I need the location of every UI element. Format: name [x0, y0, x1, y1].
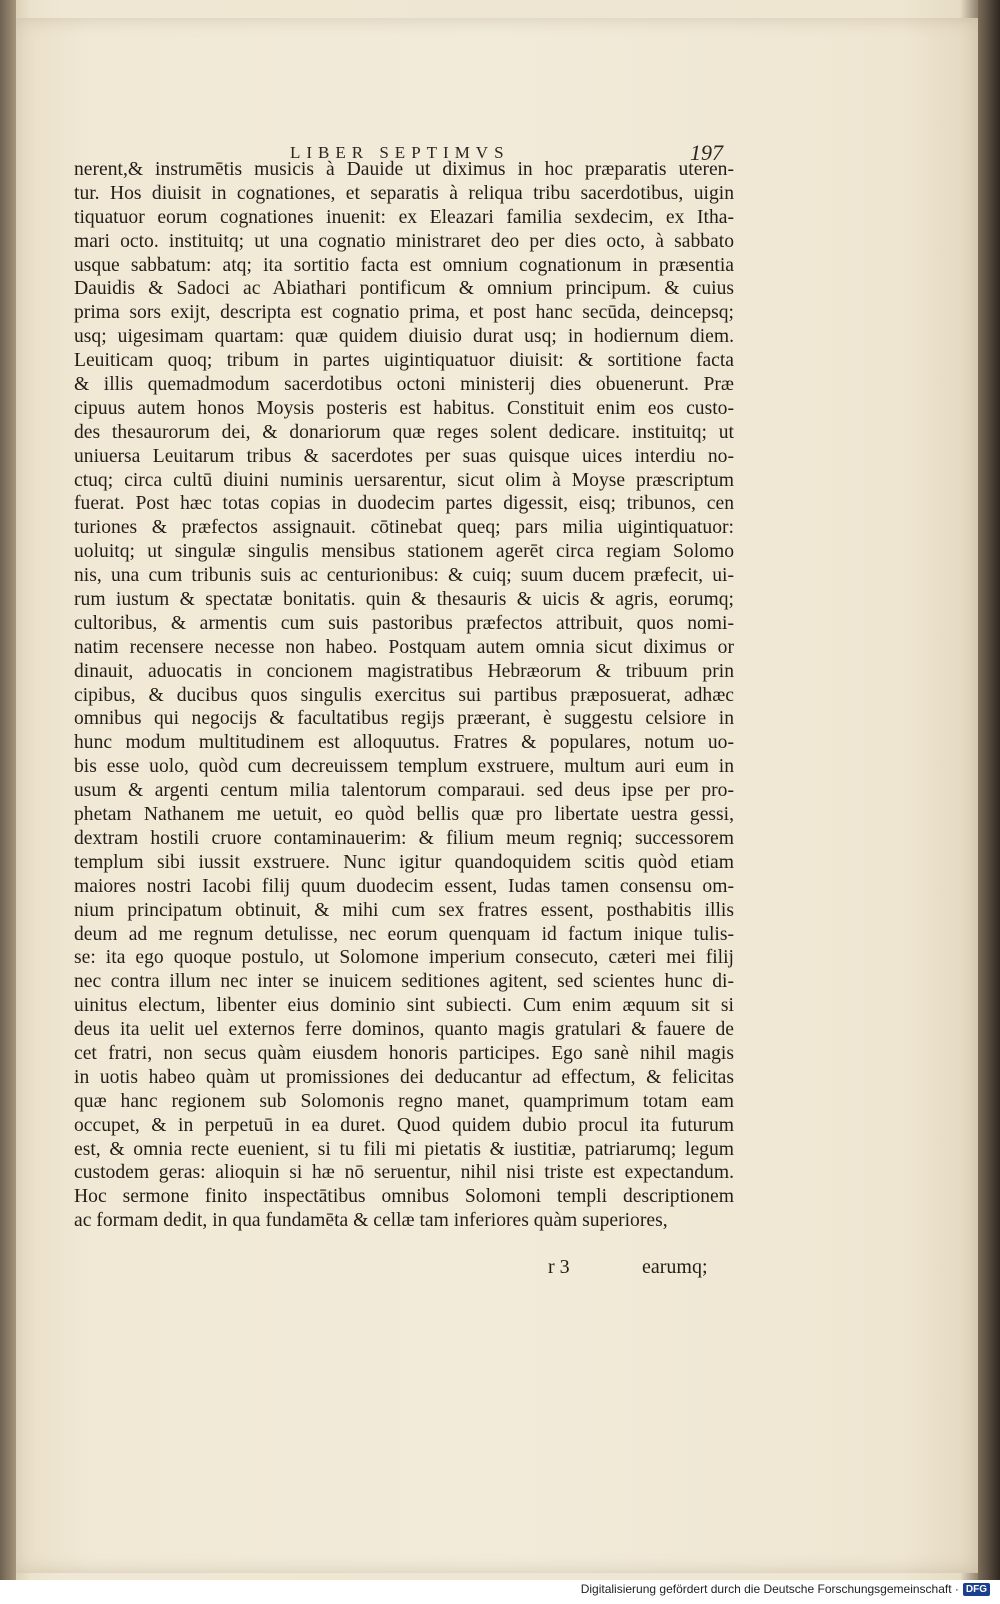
text-line: bis esse uolo, quòd cum decreuissem templum exstruere, multum auri eum in — [74, 756, 734, 778]
text-line: Dauidis & Sadoci ac Abiathari pontificum & omnium principum. & cuius — [74, 278, 734, 300]
text-line: usque sabbatum: atq; ita sortitio facta est omnium cognationum in præsentia — [74, 254, 734, 276]
text-line: & illis quemadmodum sacerdotibus octoni ministerij dies obuenerunt. Præ — [74, 374, 734, 396]
text-line: des thesaurorum dei, & donariorum quæ reges solent dedicare. instituitq; ut — [74, 421, 734, 443]
body-text — [74, 158, 734, 1233]
footer-credit: Digitalisierung gefördert durch die Deutsche Forschungsgemeinschaft · — [580, 1582, 959, 1596]
text-line: turiones & præfectos assignauit. cōtinebat queq; pars milia uigintiquatuor: — [74, 517, 734, 539]
text-line: quæ hanc regionem sub Solomonis regno manet, quamprimum totam eam — [74, 1090, 734, 1112]
text-line: hunc modum multitudinem est alloquutus. Fratres & populares, notum uo- — [74, 732, 734, 754]
text-line: cipibus, & ducibus quos singulis exercitus sui partibus præposuerat, adhæc — [74, 684, 734, 706]
text-line: dinauit, aduocatis in concionem magistratibus Hebræorum & tribuum prin — [74, 660, 734, 682]
catchword: earumq; — [642, 1256, 708, 1278]
text-line: dextram hostili cruore contaminauerim: & filium meum regniq; successorem — [74, 827, 734, 849]
dfg-logo: DFG — [963, 1583, 990, 1596]
book-binding-left — [0, 0, 16, 1580]
text-line: Leuiticam quoq; tribum in partes uigintiquatuor diuisit: & sortitione facta — [74, 350, 734, 372]
text-line: natim recensere necesse non habeo. Postquam autem omnia sicut diximus or — [74, 636, 734, 658]
text-line: ac formam dedit, in qua fundamēta & cellæ tam inferiores quàm superiores, — [74, 1210, 668, 1232]
text-line: uoluitq; ut singulæ singulis mensibus stationem agerēt circa regiam Solomo — [74, 541, 734, 563]
text-line: deum ad me regnum detulisse, nec eorum quenquam id factum inique tulis- — [74, 923, 734, 945]
text-line: nium principatum obtinuit, & mihi cum sex fratres essent, posthabitis illis — [74, 899, 734, 921]
text-line: tur. Hos diuisit in cognationes, et separatis à reliqua tribu sacerdotibus, uigin — [74, 182, 734, 204]
text-line: nis, una cum tribunis suis ac centurionibus: & cuiq; suum ducem præfecit, ui- — [74, 565, 734, 587]
text-line: cultoribus, & armentis cum suis pastoribus præfectos attribuit, quos nomi- — [74, 612, 734, 634]
text-line: fuerat. Post hæc totas copias in duodecim partes digessit, eisq; tribunos, cen — [74, 493, 734, 515]
text-line: uniuersa Leuitarum tribus & sacerdotes per suas quisque uices interdiu no- — [74, 445, 734, 467]
signature-mark: r 3 — [548, 1256, 570, 1278]
text-line: templum sibi iussit exstruere. Nunc igitur quandoquidem scitis quòd etiam — [74, 851, 734, 873]
text-line: nec contra illum nec inter se inuicem seditiones agitent, sed scientes hunc di- — [74, 971, 734, 993]
text-line: usum & argenti centum milia talentorum comparaui. sed deus ipse per pro- — [74, 780, 734, 802]
folio-number: 197 — [690, 140, 723, 165]
text-line: in uotis habeo quàm ut promissiones dei deducantur ad effectum, & felicitas — [74, 1066, 734, 1088]
text-line: Hoc sermone finito inspectātibus omnibus Solomoni templi descriptionem — [74, 1186, 734, 1208]
text-line: cipuus autem honos Moysis posteris est habitus. Constituit enim eos custo- — [74, 397, 734, 419]
digitization-footer — [581, 1582, 990, 1596]
text-line: usq; uigesimam quartam: quæ quidem diuisio durat usq; in hodiernum diem. — [74, 326, 734, 348]
text-line: uinitus electum, libenter eius dominio sint subiecti. Cum enim æquum sit si — [74, 995, 734, 1017]
book-edge-right — [978, 0, 1000, 1580]
text-line: rum iustum & spectatæ bonitatis. quin & thesauris & uicis & agris, eorumq; — [74, 589, 734, 611]
text-line: maiores nostri Iacobi filij quum duodecim essent, Iudas tamen consensu om- — [74, 875, 734, 897]
text-line: omnibus qui negocijs & facultatibus regijs præerant, è suggestu celsiore in — [74, 708, 734, 730]
text-line: mari octo. instituitq; ut una cognatio ministraret deo per dies octo, à sabbato — [74, 230, 734, 252]
text-line: phetam Nathanem me uetuit, eo quòd bellis quæ pro libertate uestra gessi, — [74, 804, 734, 826]
text-line: deus ita uelit uel externos ferre dominos, quanto magis gratulari & fauere de — [74, 1019, 734, 1041]
text-line: cet fratri, non secus quàm eiusdem honoris participes. Ego sanè nihil magis — [74, 1042, 734, 1064]
text-line: se: ita ego quoque postulo, ut Solomone imperium consecuto, cæteri mei filij — [74, 947, 734, 969]
text-line: nerent,& instrumētis musicis à Dauide ut diximus in hoc præparatis uteren- — [74, 159, 734, 180]
text-line: est, & omnia recte euenient, si tu fili mi pietatis & iustitiæ, patriarumq; legum — [74, 1138, 734, 1160]
running-head: LIBER SEPTIMVS — [290, 143, 510, 162]
text-line: tiquatuor eorum cognationes inuenit: ex Eleazari familia sexdecim, ex Itha- — [74, 206, 734, 228]
text-line: prima sors exijt, descripta est cognatio prima, et post hanc secūda, deincepsq; — [74, 302, 734, 324]
text-line: occupet, & in perpetuū in ea duret. Quod quidem dubio procul ita futurum — [74, 1114, 734, 1136]
text-line: custodem geras: alioquin si hæ nō seruentur, nihil nisi triste est expectandum. — [74, 1162, 734, 1184]
text-line: ctuq; circa cultū diuini numinis uersarentur, sicut olim à Moyse præscriptum — [74, 469, 734, 491]
